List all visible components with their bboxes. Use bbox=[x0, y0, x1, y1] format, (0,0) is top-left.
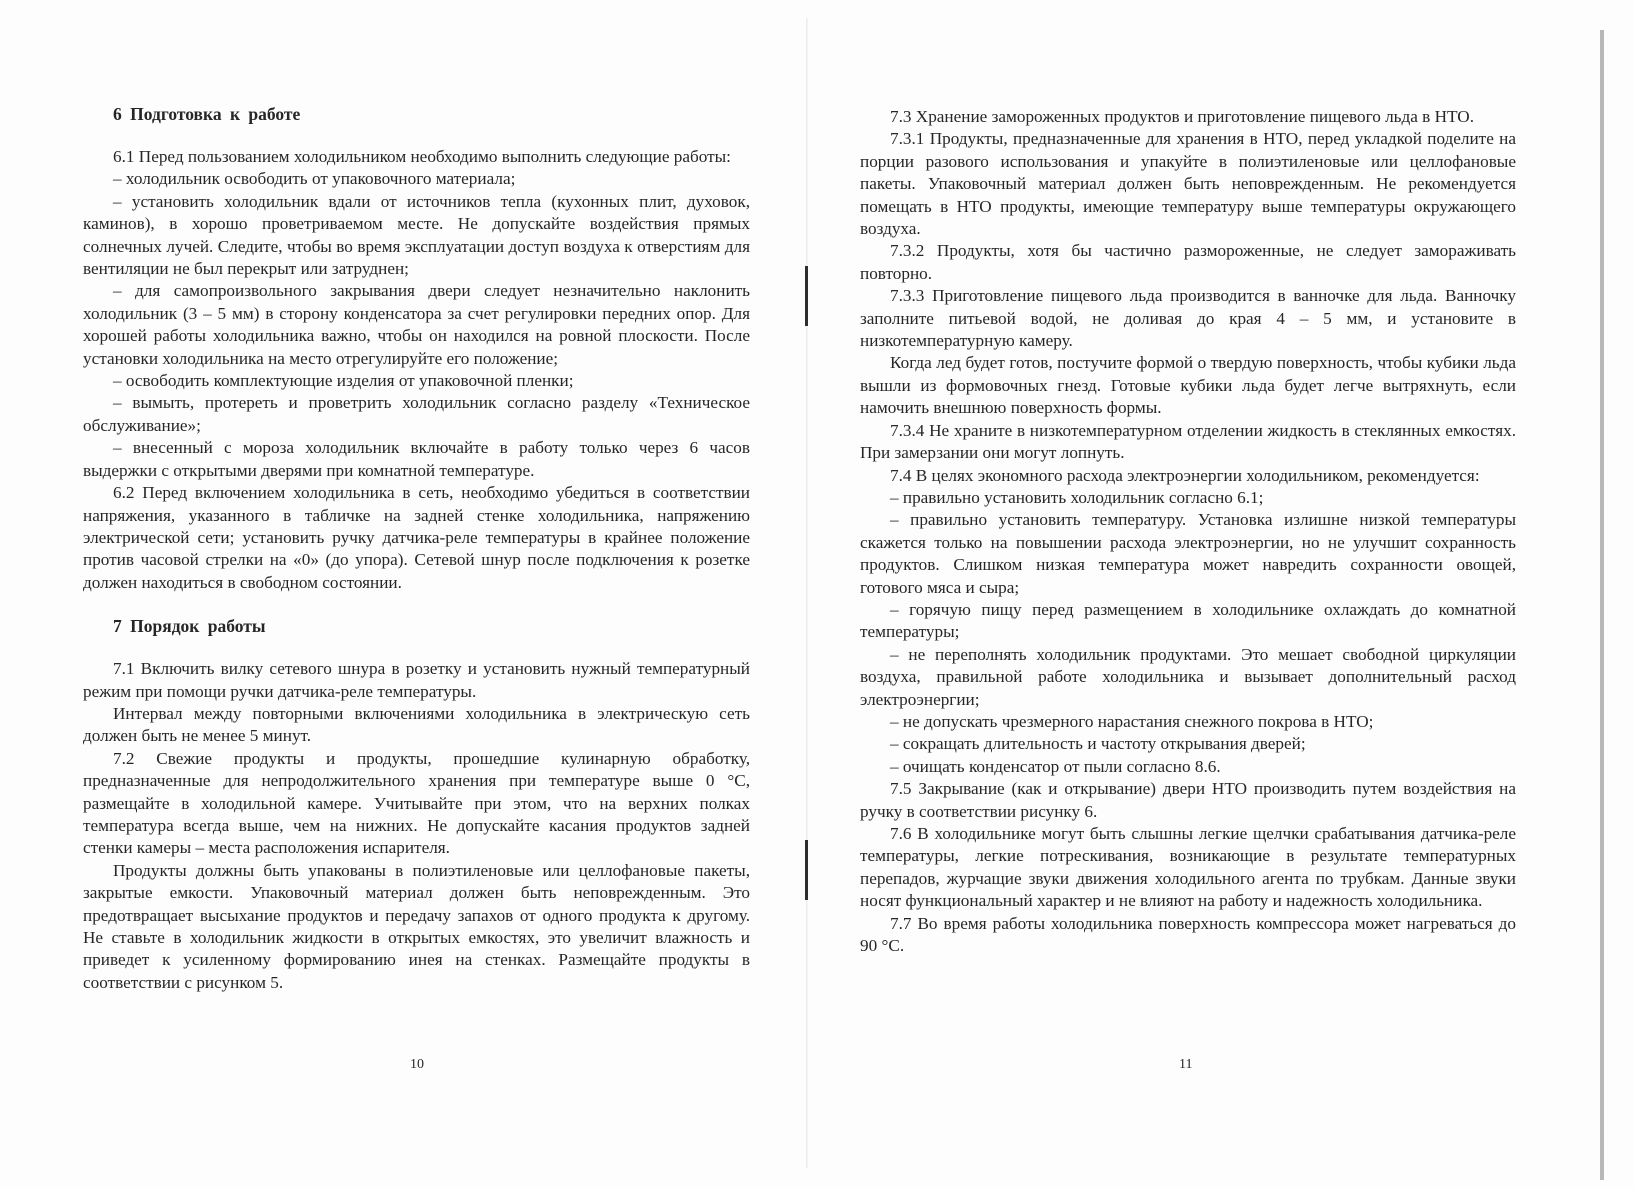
paragraph: 7.3.4 Не храните в низкотемпературном отделении жидкость в стеклянных емкостях. При замерзании они могут лопнуть. bbox=[860, 420, 1516, 463]
paragraph: – вымыть, протереть и проветрить холодильник согласно разделу «Техническое обслуживание»; bbox=[83, 393, 750, 435]
right-column bbox=[860, 106, 1516, 957]
paragraph: 7.5 Закрывание (как и открывание) двери НТО производить путем воздействия на ручку в соответствии рисунку 6. bbox=[860, 779, 1516, 821]
paragraph: – установить холодильник вдали от источников тепла (кухонных плит, духовок, каминов), в хорошо проветриваемом месте. Не допускайте воздействия прямых солнечных лучей. Следите, чтобы во время эксплуатации доступ воздуха к отверстиям для вентиляции не был перекрыт или затруднен; bbox=[83, 191, 750, 279]
page-number-right: 11 bbox=[1179, 1057, 1193, 1072]
paragraph: – для самопроизвольного закрывания двери следует незначительно наклонить холодильник (3 – 5 мм) в сторону конденсатора за счет регулировки передних опор. Для хорошей работы холодильника важно, чтобы он находился на ровной плоскости. После установки холодильника на место отрегулируйте его положение; bbox=[83, 281, 750, 368]
paragraph: – холодильник освободить от упаковочного материала; bbox=[113, 169, 516, 189]
section-6-heading: 6 Подготовка к работе bbox=[113, 104, 301, 124]
paragraph: 7.3.2 Продукты, хотя бы частично размороженные, не следует замораживать повторно. bbox=[860, 241, 1516, 283]
paragraph: – горячую пищу перед размещением в холодильнике охлаждать до комнатной температуры; bbox=[860, 599, 1516, 642]
paragraph: 6.1 Перед пользованием холодильником необходимо выполнить следующие работы: bbox=[113, 147, 731, 166]
paragraph: Когда лед будет готов, постучите формой о твердую поверхность, чтобы кубики льда вышли из формовочных гнезд. Готовые кубики льда будет легче вытряхнуть, если намочить внешнюю поверхность формы. bbox=[860, 353, 1516, 418]
section-7-heading: 7 Порядок работы bbox=[113, 616, 266, 637]
paragraph: 7.7 Во время работы холодильника поверхность компрессора может нагреваться до 90 °С. bbox=[860, 913, 1516, 956]
left-column bbox=[83, 103, 750, 994]
paragraph: 7.1 Включить вилку сетевого шнура в розетку и установить нужный температурный режим при помощи ручки датчика-реле температуры. bbox=[83, 659, 750, 701]
paragraph: Интервал между повторными включениями холодильника в электрическую сеть должен быть не менее 5 минут. bbox=[83, 703, 750, 746]
paragraph: – внесенный с мороза холодильник включайте в работу только через 6 часов выдержки с открытыми дверями при комнатной температуре. bbox=[83, 438, 750, 480]
paragraph: – очищать конденсатор от пыли согласно 8.6. bbox=[890, 756, 1221, 776]
paragraph: – не переполнять холодильник продуктами. Это мешает свободной циркуляции воздуха, правильной работе холодильника и вызывает дополнительный расход электроэнергии; bbox=[860, 644, 1516, 709]
paragraph: 7.3.3 Приготовление пищевого льда производится в ванночке для льда. Ванночку заполните питьевой водой, не доливая до края 4 – 5 мм, и установите в низкотемпературную камеру. bbox=[860, 286, 1516, 351]
paragraph: – правильно установить температуру. Установка излишне низкой температуры скажется только на повышении расхода электроэнергии, но не улучшит сохранность продуктов. Слишком низкая температура может навредить сохранности овощей, готового мяса и сыра; bbox=[860, 510, 1516, 597]
paragraph: 7.3 Хранение замороженных продуктов и приготовление пищевого льда в НТО. bbox=[890, 107, 1474, 126]
right-page bbox=[810, 0, 1634, 1188]
section-gap bbox=[83, 594, 750, 615]
paragraph: – освободить комплектующие изделия от упаковочной пленки; bbox=[113, 371, 574, 391]
paragraph: – сокращать длительность и частоту открывания дверей; bbox=[890, 734, 1306, 754]
paragraph: 6.2 Перед включением холодильника в сеть, необходимо убедиться в соответствии напряжения, указанного в табличке на задней стенке холодильника, напряжению электрической сети; установить ручку датчика-реле температуры в крайнее положение против часовой стрелки на «0» (до упора). Сетевой шнур после подключения к розетке должен находиться в свободном состоянии. bbox=[83, 483, 750, 592]
page-number-left: 10 bbox=[410, 1057, 424, 1072]
paragraph: 7.3.1 Продукты, предназначенные для хранения в НТО, перед укладкой поделите на порции разового использования и упакуйте в полиэтиленовые или целлофановые пакеты. Упаковочный материал должен быть неповрежденным. Не рекомендуется помещать в НТО продукты, имеющие температуру выше температуры окружающего воздуха. bbox=[860, 129, 1516, 239]
paragraph: – не допускать чрезмерного нарастания снежного покрова в НТО; bbox=[890, 711, 1374, 731]
paragraph: 7.4 В целях экономного расхода электроэнергии холодильником, рекомендуется: bbox=[890, 465, 1480, 485]
paragraph: – правильно установить холодильник согласно 6.1; bbox=[890, 487, 1264, 507]
left-page bbox=[0, 0, 810, 1188]
paragraph: 7.6 В холодильнике могут быть слышны легкие щелчки срабатывания датчика-реле температуры, легкие потрескивания, возникающие в результате температурных перепадов, журчащие звуки движения холодильного агента по трубкам. Данные звуки носят функциональный характер и не влияют на работу и надежность холодильника. bbox=[860, 824, 1516, 911]
paragraph: Продукты должны быть упакованы в полиэтиленовые или целлофановые пакеты, закрытые емкости. Упаковочный материал должен быть неповрежденным. Это предотвращает высыхание продуктов и передачу запахов от одного продукта к другому. Не ставьте в холодильник жидкости в открытых емкостях, это увеличит влажность и приведет к усиленному формированию инея на стенках. Размещайте продукты в соответствии с рисунком 5. bbox=[83, 860, 750, 992]
paragraph: 7.2 Свежие продукты и продукты, прошедшие кулинарную обработку, предназначенные для непродолжительного хранения при температуре выше 0 °С, размещайте в холодильной камере. Учитывайте при этом, что на верхних полках температура всегда выше, чем на нижних. Не допускайте касания продуктов задней стенки камеры – места расположения испарителя. bbox=[83, 748, 750, 858]
